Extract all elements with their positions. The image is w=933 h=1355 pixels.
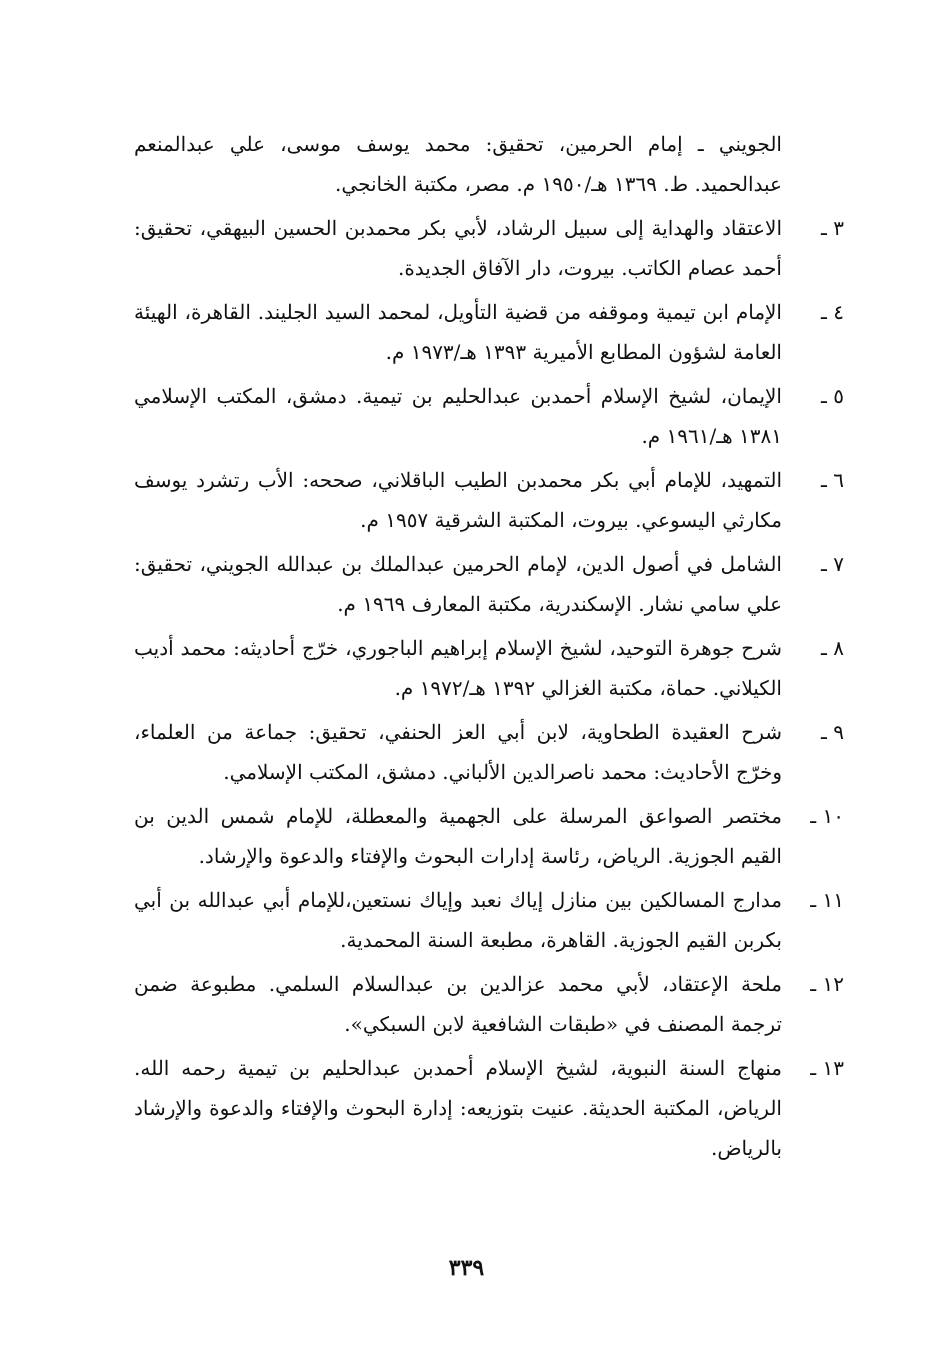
entry-number: ١٣ ـ <box>810 1056 844 1080</box>
entry-text: الاعتقاد والهداية إلى سبيل الرشاد، لأبي بكر محمدبن الحسين البيهقي، تحقيق: أحمد عصام الكاتب. بيروت، دار الآفاق الجديدة. <box>134 216 782 280</box>
bibliography-entry-5 <box>134 376 844 456</box>
bibliography-entry-11 <box>134 880 844 960</box>
entry-text: مختصر الصواعق المرسلة على الجهمية والمعطلة، للإمام شمس الدين بن القيم الجوزية. الرياض، رئاسة إدارات البحوث والإفتاء والدعوة والإرشاد. <box>134 804 782 868</box>
entry-number: ٧ ـ <box>821 552 844 576</box>
bibliography-entry-7 <box>134 544 844 624</box>
bibliography-entry-13 <box>134 1048 844 1168</box>
bibliography-entry-continued <box>134 124 844 204</box>
entry-number: ٨ ـ <box>821 636 844 660</box>
entry-number: ٤ ـ <box>821 300 844 324</box>
bibliography-entry-6 <box>134 460 844 540</box>
entry-text: مدارج المسالكين بين منازل إياك نعبد وإياك نستعين،للإمام أبي عبدالله بن أبي بكربن القيم الجوزية. القاهرة، مطبعة السنة المحمدية. <box>134 888 782 952</box>
bibliography-entry-9 <box>134 712 844 792</box>
bibliography-list <box>134 124 844 1172</box>
entry-text: منهاج السنة النبوية، لشيخ الإسلام أحمدبن عبدالحليم بن تيمية رحمه الله. الرياض، المكتبة الحديثة. عنيت بتوزيعه: إدارة البحوث والإفتاء والدعوة والإرشاد بالرياض. <box>134 1056 782 1160</box>
entry-number: ١٢ ـ <box>810 972 844 996</box>
entry-number: ١١ ـ <box>810 888 844 912</box>
entry-number: ٣ ـ <box>821 216 844 240</box>
bibliography-entry-3 <box>134 208 844 288</box>
entry-text: الجويني ـ إمام الحرمين، تحقيق: محمد يوسف موسى، علي عبدالمنعم عبدالحميد. ط. ١٣٦٩ هـ/١٩٥٠ م. مصر، مكتبة الخانجي. <box>134 132 782 196</box>
entry-number: ٥ ـ <box>821 384 844 408</box>
entry-number: ٦ ـ <box>821 468 844 492</box>
entry-text: شرح العقيدة الطحاوية، لابن أبي العز الحنفي، تحقيق: جماعة من العلماء، وخرّج الأحاديث: محمد ناصرالدين الألباني. دمشق، المكتب الإسلامي. <box>134 720 782 784</box>
entry-text: الإيمان، لشيخ الإسلام أحمدبن عبدالحليم بن تيمية. دمشق، المكتب الإسلامي ١٣٨١ هـ/١٩٦١ م. <box>134 384 782 448</box>
bibliography-entry-12 <box>134 964 844 1044</box>
page-number: ٣٣٩ <box>448 1255 485 1281</box>
entry-text: شرح جوهرة التوحيد، لشيخ الإسلام إبراهيم الباجوري، خرّج أحاديثه: محمد أديب الكيلاني. حماة، مكتبة الغزالي ١٣٩٢ هـ/١٩٧٢ م. <box>134 636 782 700</box>
bibliography-entry-10 <box>134 796 844 876</box>
entry-text: الشامل في أصول الدين، لإمام الحرمين عبدالملك بن عبدالله الجويني، تحقيق: علي سامي نشار. الإسكندرية، مكتبة المعارف ١٩٦٩ م. <box>134 552 782 616</box>
entry-number: ٩ ـ <box>821 720 844 744</box>
entry-text: الإمام ابن تيمية وموقفه من قضية التأويل، لمحمد السيد الجليند. القاهرة، الهيئة العامة لشؤون المطابع الأميرية ١٣٩٣ هـ/١٩٧٣ م. <box>134 300 782 364</box>
bibliography-entry-4 <box>134 292 844 372</box>
entry-text: ملحة الإعتقاد، لأبي محمد عزالدين بن عبدالسلام السلمي. مطبوعة ضمن ترجمة المصنف في «طبقات الشافعية لابن السبكي». <box>134 972 782 1036</box>
entry-text: التمهيد، للإمام أبي بكر محمدبن الطيب الباقلاني، صححه: الأب رتشرد يوسف مكارثي اليسوعي. بيروت، المكتبة الشرقية ١٩٥٧ م. <box>134 468 782 532</box>
bibliography-entry-8 <box>134 628 844 708</box>
entry-number: ١٠ ـ <box>810 804 844 828</box>
